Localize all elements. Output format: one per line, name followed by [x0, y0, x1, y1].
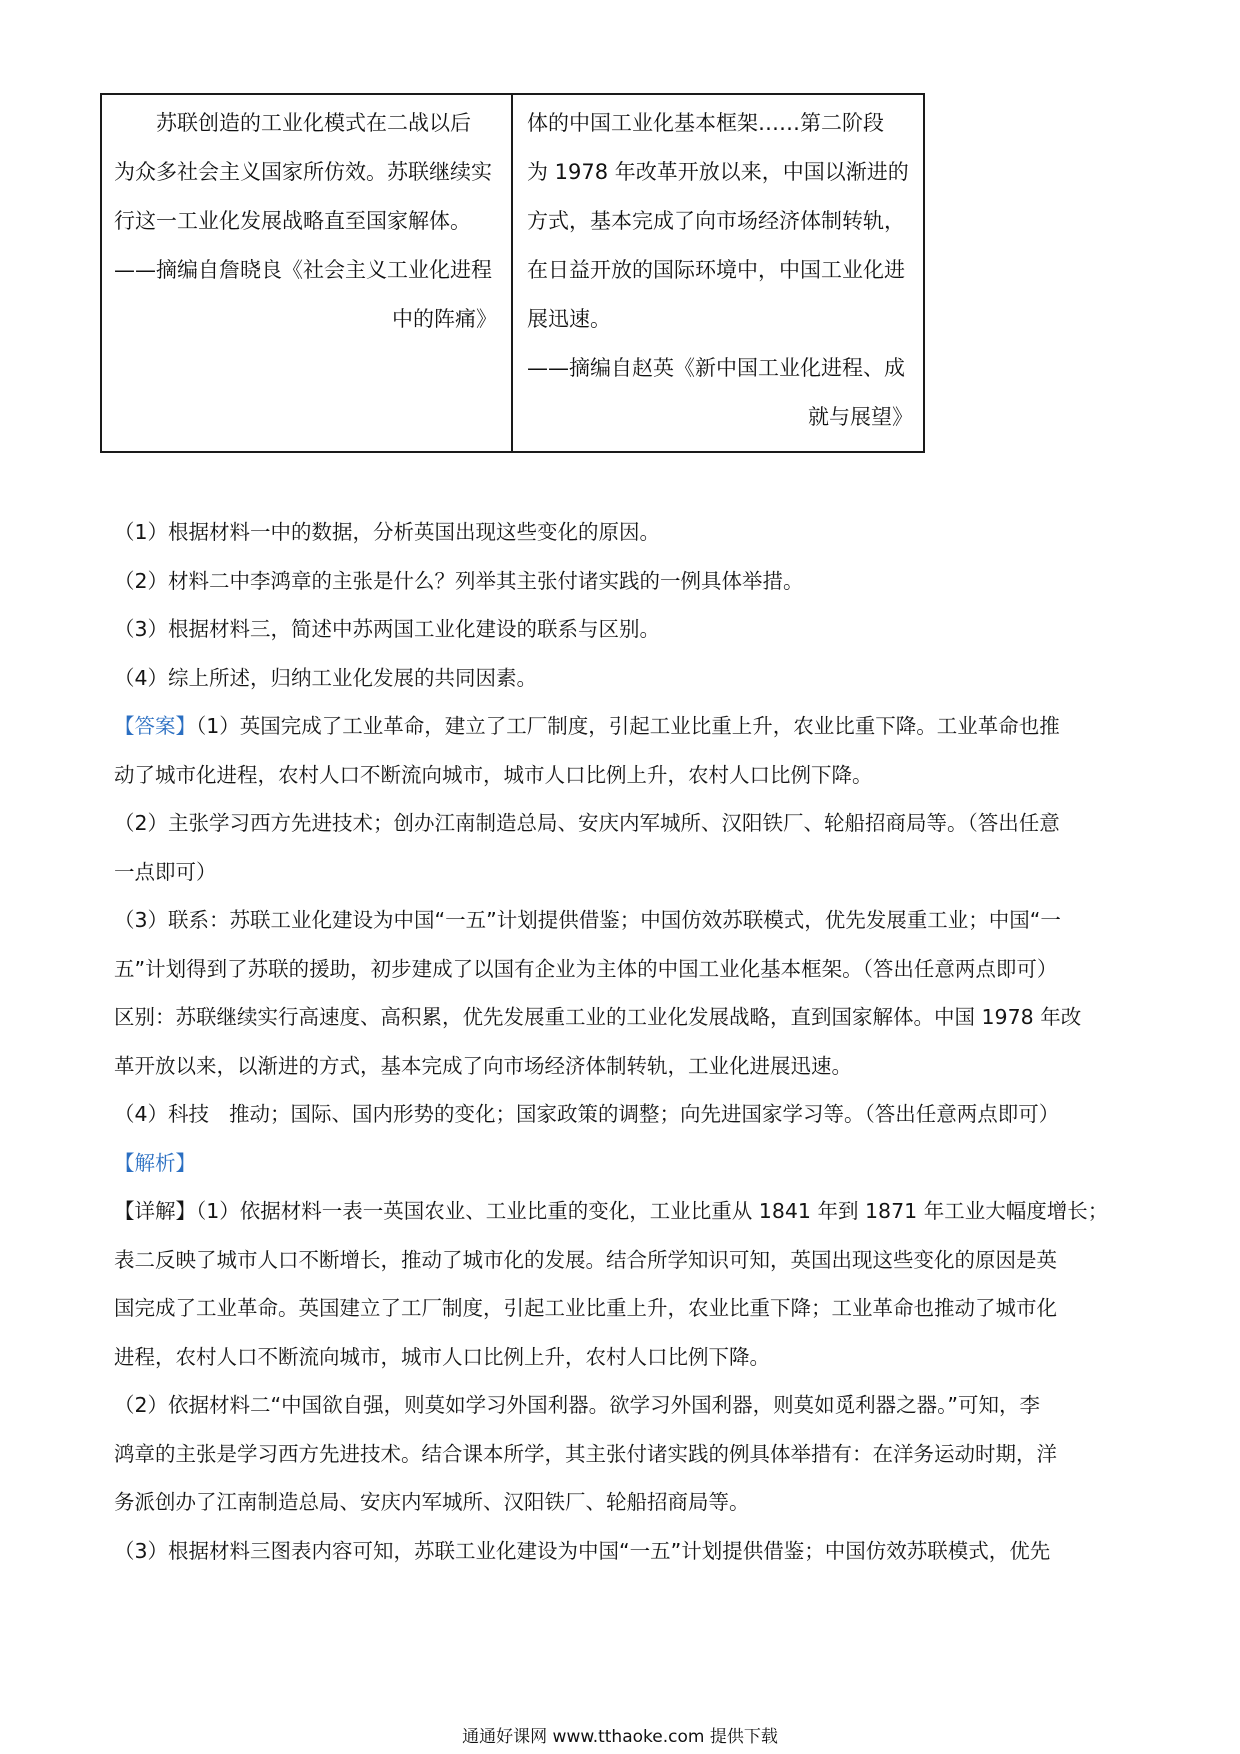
material-source-line: 中的阵痛》: [392, 307, 497, 331]
analysis-line: 鸿章的主张是学习西方先进技术。结合课本所学，其主张付诸实践的例具体举措有：在洋务运动时期，洋: [114, 1441, 1057, 1466]
answer-tag: 【答案】: [114, 714, 196, 738]
material-text-line: 为众多社会主义国家所仿效。苏联继续实: [114, 160, 492, 184]
answer-text: （1）英国完成了工业革命，建立了工厂制度，引起工业比重上升，农业比重下降。工业革命也推: [196, 714, 1060, 738]
material-source-line: ——摘编自詹晓良《社会主义工业化进程: [114, 258, 492, 282]
analysis-line: [114, 1187, 1130, 1236]
analysis-line: 表二反映了城市人口不断增长，推动了城市化的发展。结合所学知识可知，英国出现这些变化的原因是英: [114, 1247, 1057, 1272]
answer-line: （3）联系：苏联工业化建设为中国“一五”计划提供借鉴；中国仿效苏联模式，优先发展重工业；中国“一: [114, 908, 1061, 932]
answer-line: 一点即可）: [114, 859, 217, 884]
material-text-line: 展迅速。: [527, 307, 611, 331]
question-line: （4）综上所述，归纳工业化发展的共同因素。: [114, 665, 538, 690]
question-line: （1）根据材料一中的数据，分析英国出现这些变化的原因。: [114, 520, 661, 544]
material-text-line: 体的中国工业化基本框架……第二阶段: [527, 111, 884, 135]
material-text-line: 苏联创造的工业化模式在二战以后: [156, 111, 471, 135]
analysis-line: 国完成了工业革命。英国建立了工厂制度，引起工业比重上升，农业比重下降；工业革命也推动了城市化: [114, 1296, 1057, 1320]
material-source-line: 就与展望》: [808, 405, 913, 429]
question-answer-body: [114, 508, 1130, 1575]
analysis-line: 进程，农村人口不断流向城市，城市人口比例上升，农村人口比例下降。: [114, 1344, 770, 1369]
answer-line: [114, 1090, 1130, 1139]
material-text-line: 为 1978 年改革开放以来，中国以渐进的: [527, 160, 909, 184]
analysis-text: （1）依据材料一表一英国农业、工业比重的变化，工业比重从 1841 年到 1871 年工业大幅度增长；: [196, 1199, 1109, 1223]
analysis-line: （3）根据材料三图表内容可知，苏联工业化建设为中国“一五”计划提供借鉴；中国仿效苏联模式，优先: [114, 1538, 1051, 1563]
answer-line: （2）主张学习西方先进技术；创办江南制造总局、安庆内军城所、汉阳铁厂、轮船招商局等。（答出任意: [114, 811, 1060, 835]
page-footer: 通通好课网 www.tthaoke.com 提供下载: [462, 1727, 778, 1747]
question-line: （3）根据材料三，简述中苏两国工业化建设的联系与区别。: [114, 617, 661, 641]
material-left-cell: [102, 95, 513, 451]
answer-text: （4）科技: [114, 1102, 210, 1126]
material-text-line: 行这一工业化发展战略直至国家解体。: [114, 209, 471, 233]
answer-line: 革开放以来，以渐进的方式，基本完成了向市场经济体制转轨，工业化进展迅速。: [114, 1053, 852, 1078]
answer-line: [114, 702, 1130, 751]
answer-line: 动了城市化进程，农村人口不断流向城市，城市人口比例上升，农村人口比例下降。: [114, 762, 873, 787]
material-text-line: 在日益开放的国际环境中，中国工业化进: [527, 258, 905, 282]
material-text-line: 方式，基本完成了向市场经济体制转轨，: [527, 209, 905, 233]
analysis-line: （2）依据材料二“中国欲自强，则莫如学习外国利器。欲学习外国利器，则莫如觅利器之器。”可知，李: [114, 1393, 1041, 1417]
detail-tag: 【详解】: [114, 1199, 196, 1223]
question-line: （2）材料二中李鸿章的主张是什么？列举其主张付诸实践的一例具体举措。: [114, 568, 804, 593]
answer-line: 区别：苏联继续实行高速度、高积累，优先发展重工业的工业化发展战略，直到国家解体。中国 1978 年改: [114, 1005, 1082, 1029]
analysis-tag: 【解析】: [114, 1150, 196, 1175]
answer-line: 五”计划得到了苏联的援助，初步建成了以国有企业为主体的中国工业化基本框架。（答出任意两点即可）: [114, 956, 1058, 981]
material-three-table: [100, 93, 925, 453]
material-right-cell: [513, 95, 923, 451]
analysis-line: 务派创办了江南制造总局、安庆内军城所、汉阳铁厂、轮船招商局等。: [114, 1490, 750, 1514]
material-source-line: ——摘编自赵英《新中国工业化进程、成: [527, 356, 905, 380]
answer-text: 推动；国际、国内形势的变化；国家政策的调整；向先进国家学习等。（答出任意两点即可）: [229, 1102, 1060, 1126]
